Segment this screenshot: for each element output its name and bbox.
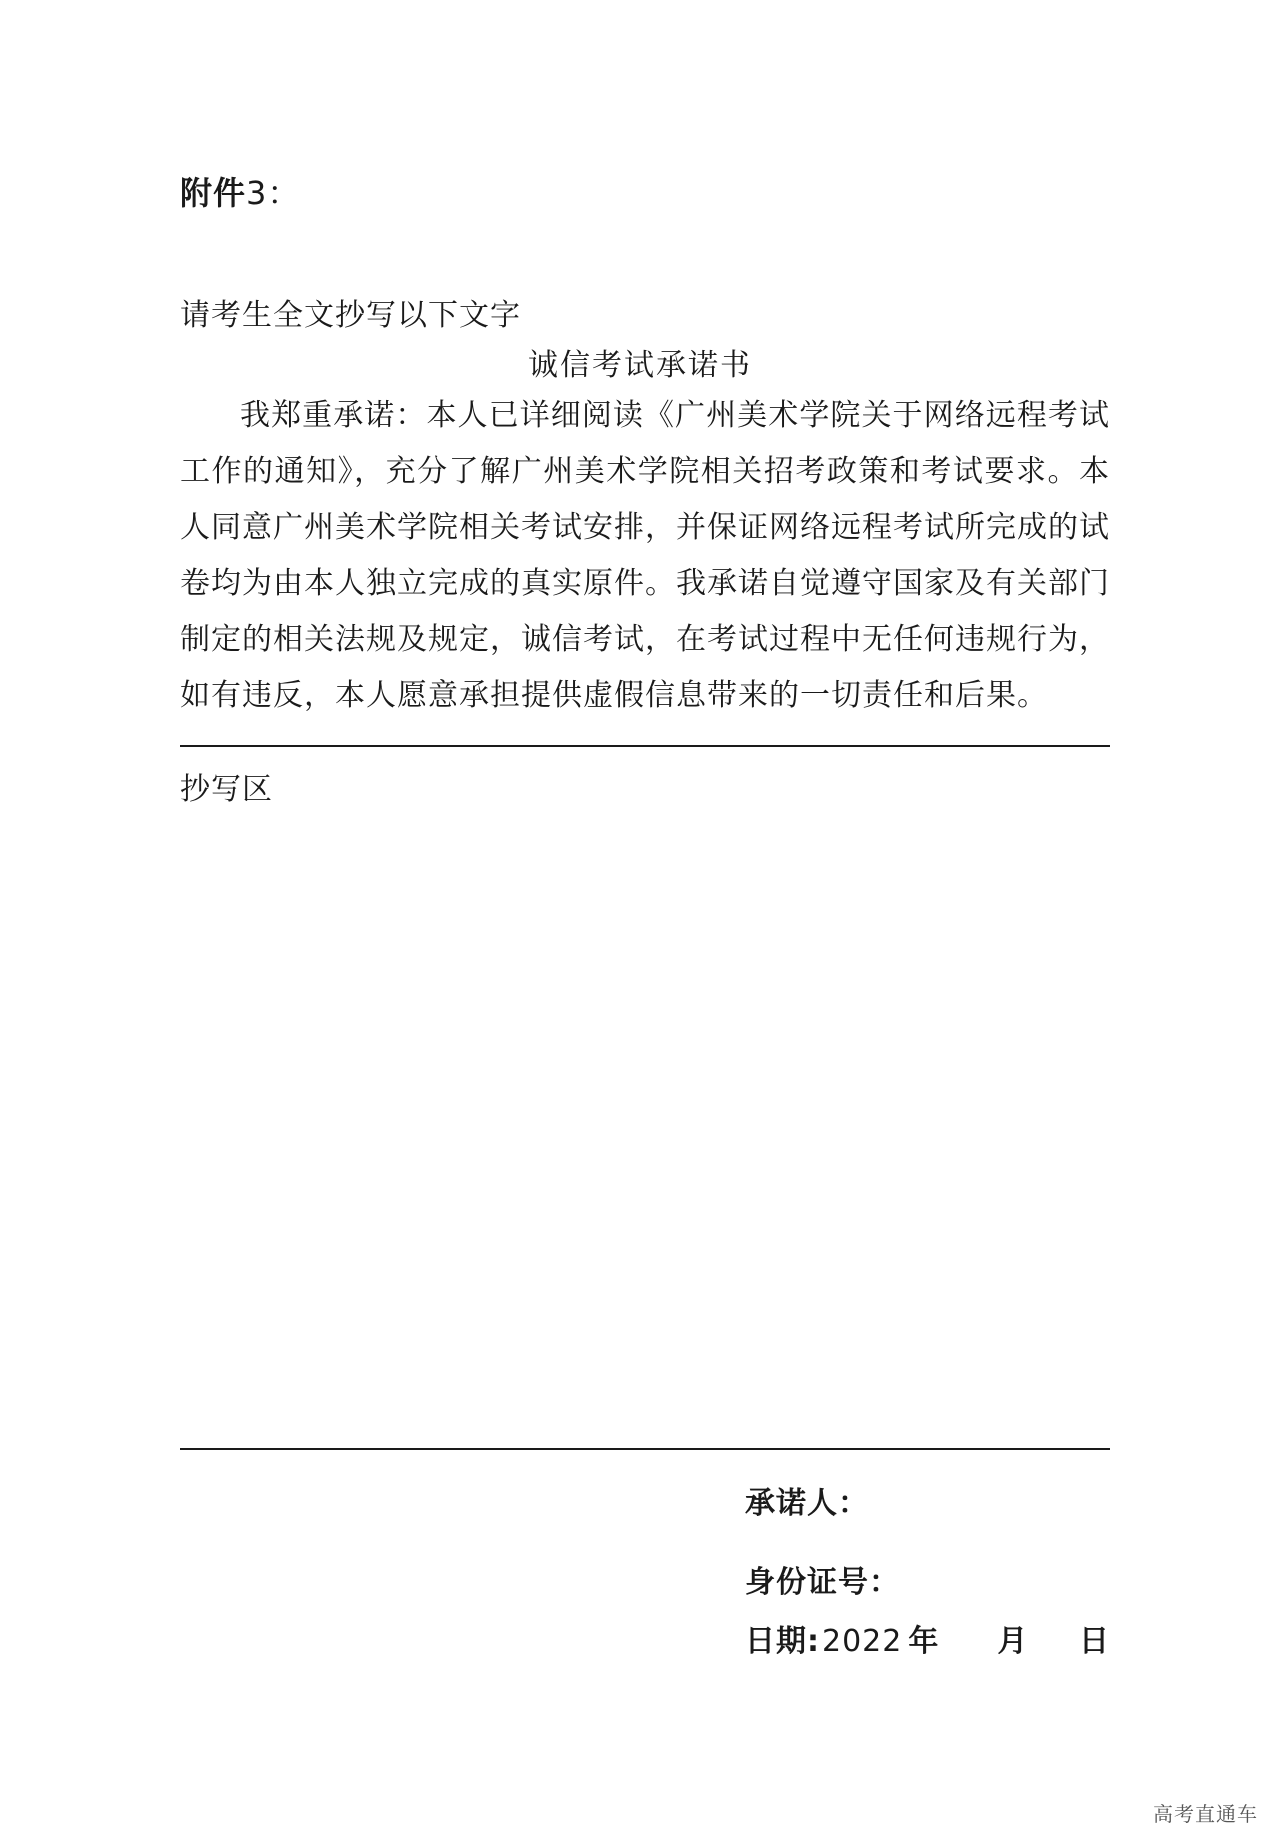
- divider-bottom: [180, 1448, 1110, 1450]
- date-month-label: 月: [997, 1624, 1029, 1659]
- attachment-label: 附件: [180, 174, 247, 212]
- watermark: 高考直通车: [1153, 1802, 1258, 1826]
- date-line: [745, 1616, 1110, 1660]
- copy-area[interactable]: [180, 815, 1110, 1435]
- date-day-label: 日: [1079, 1624, 1110, 1659]
- attachment-number: 3：: [246, 174, 301, 212]
- divider-top: [180, 745, 1110, 747]
- attachment-heading: [180, 168, 300, 214]
- date-year-value: 2022: [822, 1624, 903, 1659]
- date-year-label: 年: [908, 1624, 940, 1659]
- pledge-body: 我郑重承诺：本人已详细阅读《广州美术学院关于网络远程考试工作的通知》，充分了解广州美术学院相关招考政策和考试要求。本人同意广州美术学院相关考试安排，并保证网络远程考试所完成的试卷均为由本人独立完成的真实原件。我承诺自觉遵守国家及有关部门制定的相关法规及规定，诚信考试，在考试过程中无任何违规行为，如有违反，本人愿意承担提供虚假信息带来的一切责任和后果。: [180, 398, 1110, 713]
- id-number-label: 身份证号：: [745, 1565, 900, 1600]
- pledger-label: 承诺人：: [745, 1486, 869, 1521]
- copy-area-label: 抄写区: [180, 772, 273, 807]
- date-label: 日期:: [745, 1624, 820, 1659]
- copy-instruction: 请考生全文抄写以下文字: [180, 298, 521, 333]
- document-title: 诚信考试承诺书: [528, 348, 752, 383]
